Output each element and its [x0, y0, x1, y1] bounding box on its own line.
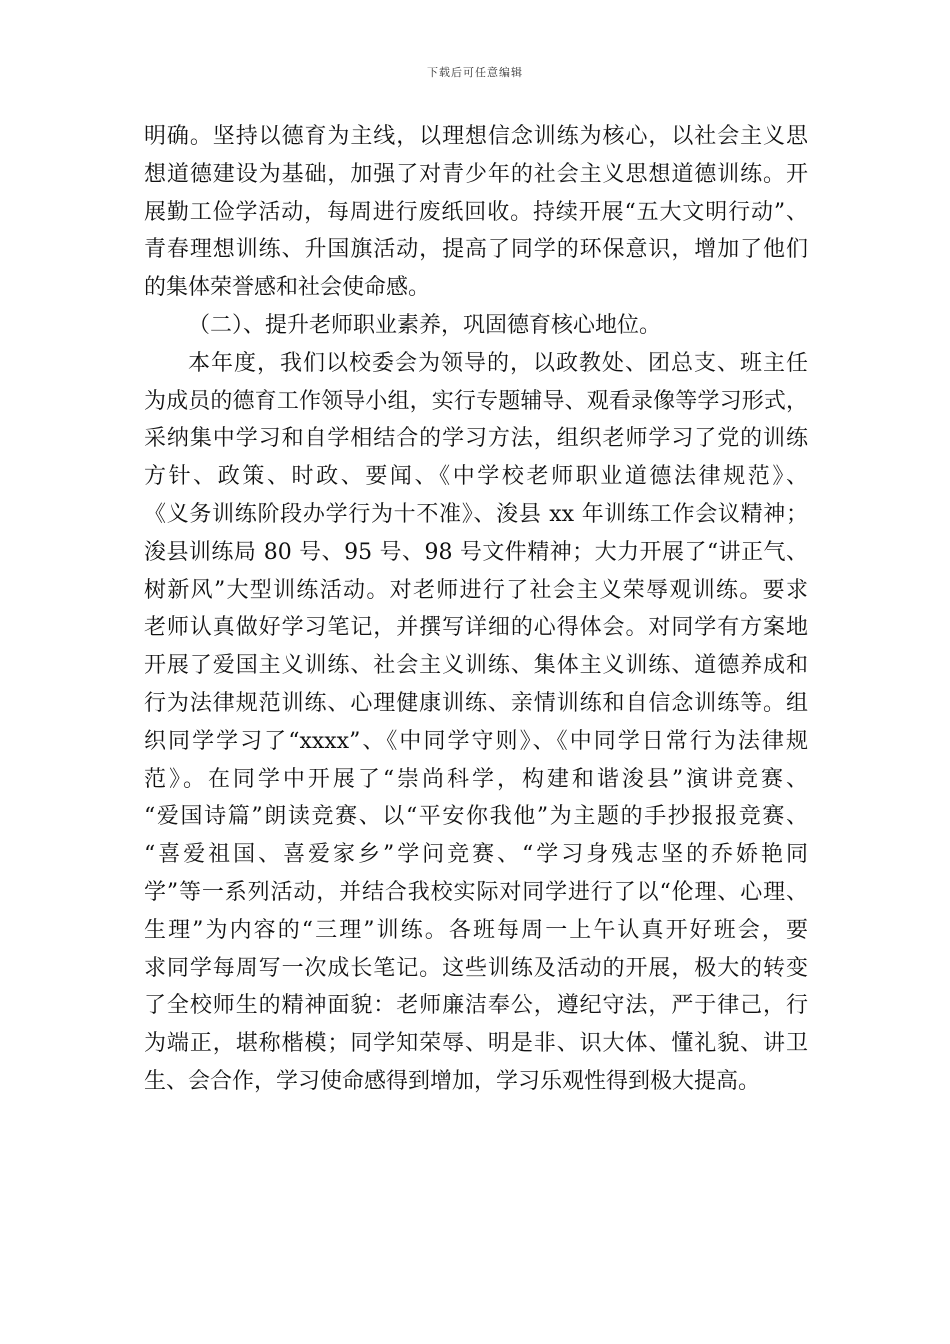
text-line: “爱国诗篇”朗读竞赛、以“平安你我他”为主题的手抄报报竞赛、: [144, 804, 808, 830]
text-line: 展勤工俭学活动，每周进行废纸回收。持续开展“五大文明行动”、: [144, 199, 808, 225]
text-line: 的集体荣誉感和社会使命感。: [144, 275, 431, 301]
text-line: 开展了爱国主义训练、社会主义训练、集体主义训练、道德养成和: [144, 653, 808, 679]
text-line: 青春理想训练、升国旗活动，提高了同学的环保意识，增加了他们: [144, 237, 808, 263]
text-line: 想道德建设为基础，加强了对青少年的社会主义思想道德训练。开: [144, 161, 808, 187]
page-header: 下载后可任意编辑: [427, 66, 523, 79]
text-line: 为成员的德育工作领导小组，实行专题辅导、观看录像等学习形式，: [144, 388, 808, 414]
text-line: 方针、政策、时政、要闻、《中学校老师职业道德法律规范》、: [144, 464, 808, 490]
document-body: [144, 118, 808, 1101]
text-line: “喜爱祖国、喜爱家乡”学问竞赛、“学习身残志坚的乔娇艳同: [144, 842, 808, 868]
text-line: 本年度，我们以校委会为领导的，以政教处、团总支、班主任: [188, 350, 808, 376]
text-line: 求同学每周写一次成长笔记。这些训练及活动的开展，极大的转变: [144, 955, 808, 981]
text-line: 织同学学习了“xxxx”、《中同学守则》、《中同学日常行为法律规: [144, 728, 808, 754]
text-line: 明确。坚持以德育为主线，以理想信念训练为核心，以社会主义思: [144, 124, 808, 149]
text-line: 生、会合作，学习使命感得到增加，学习乐观性得到极大提高。: [144, 1068, 761, 1094]
text-line: 树新风”大型训练活动。对老师进行了社会主义荣辱观训练。要求: [144, 577, 808, 603]
text-line: 《义务训练阶段办学行为十不准》、浚县 xx 年训练工作会议精神；: [144, 501, 808, 527]
text-line: 范》。在同学中开展了“崇尚科学，构建和谐浚县”演讲竞赛、: [144, 766, 808, 792]
text-line: 为端正，堪称楷模；同学知荣辱、明是非、识大体、懂礼貌、讲卫: [144, 1031, 808, 1057]
text-line: 学”等一系列活动，并结合我校实际对同学进行了以“伦理、心理、: [144, 879, 808, 905]
text-line: 生理”为内容的“三理”训练。各班每周一上午认真开好班会，要: [144, 917, 808, 943]
text-line: 了全校师生的精神面貌：老师廉洁奉公，遵纪守法，严于律己，行: [144, 993, 808, 1019]
section-heading: （二）、提升老师职业素养，巩固德育核心地位。: [188, 312, 662, 338]
text-line: 行为法律规范训练、心理健康训练、亲情训练和自信念训练等。组: [144, 690, 808, 716]
text-line: 老师认真做好学习笔记，并撰写详细的心得体会。对同学有方案地: [144, 615, 808, 641]
text-line: 浚县训练局 80 号、95 号、98 号文件精神；大力开展了“讲正气、: [144, 539, 808, 565]
text-line: 采纳集中学习和自学相结合的学习方法，组织老师学习了党的训练: [144, 426, 808, 452]
